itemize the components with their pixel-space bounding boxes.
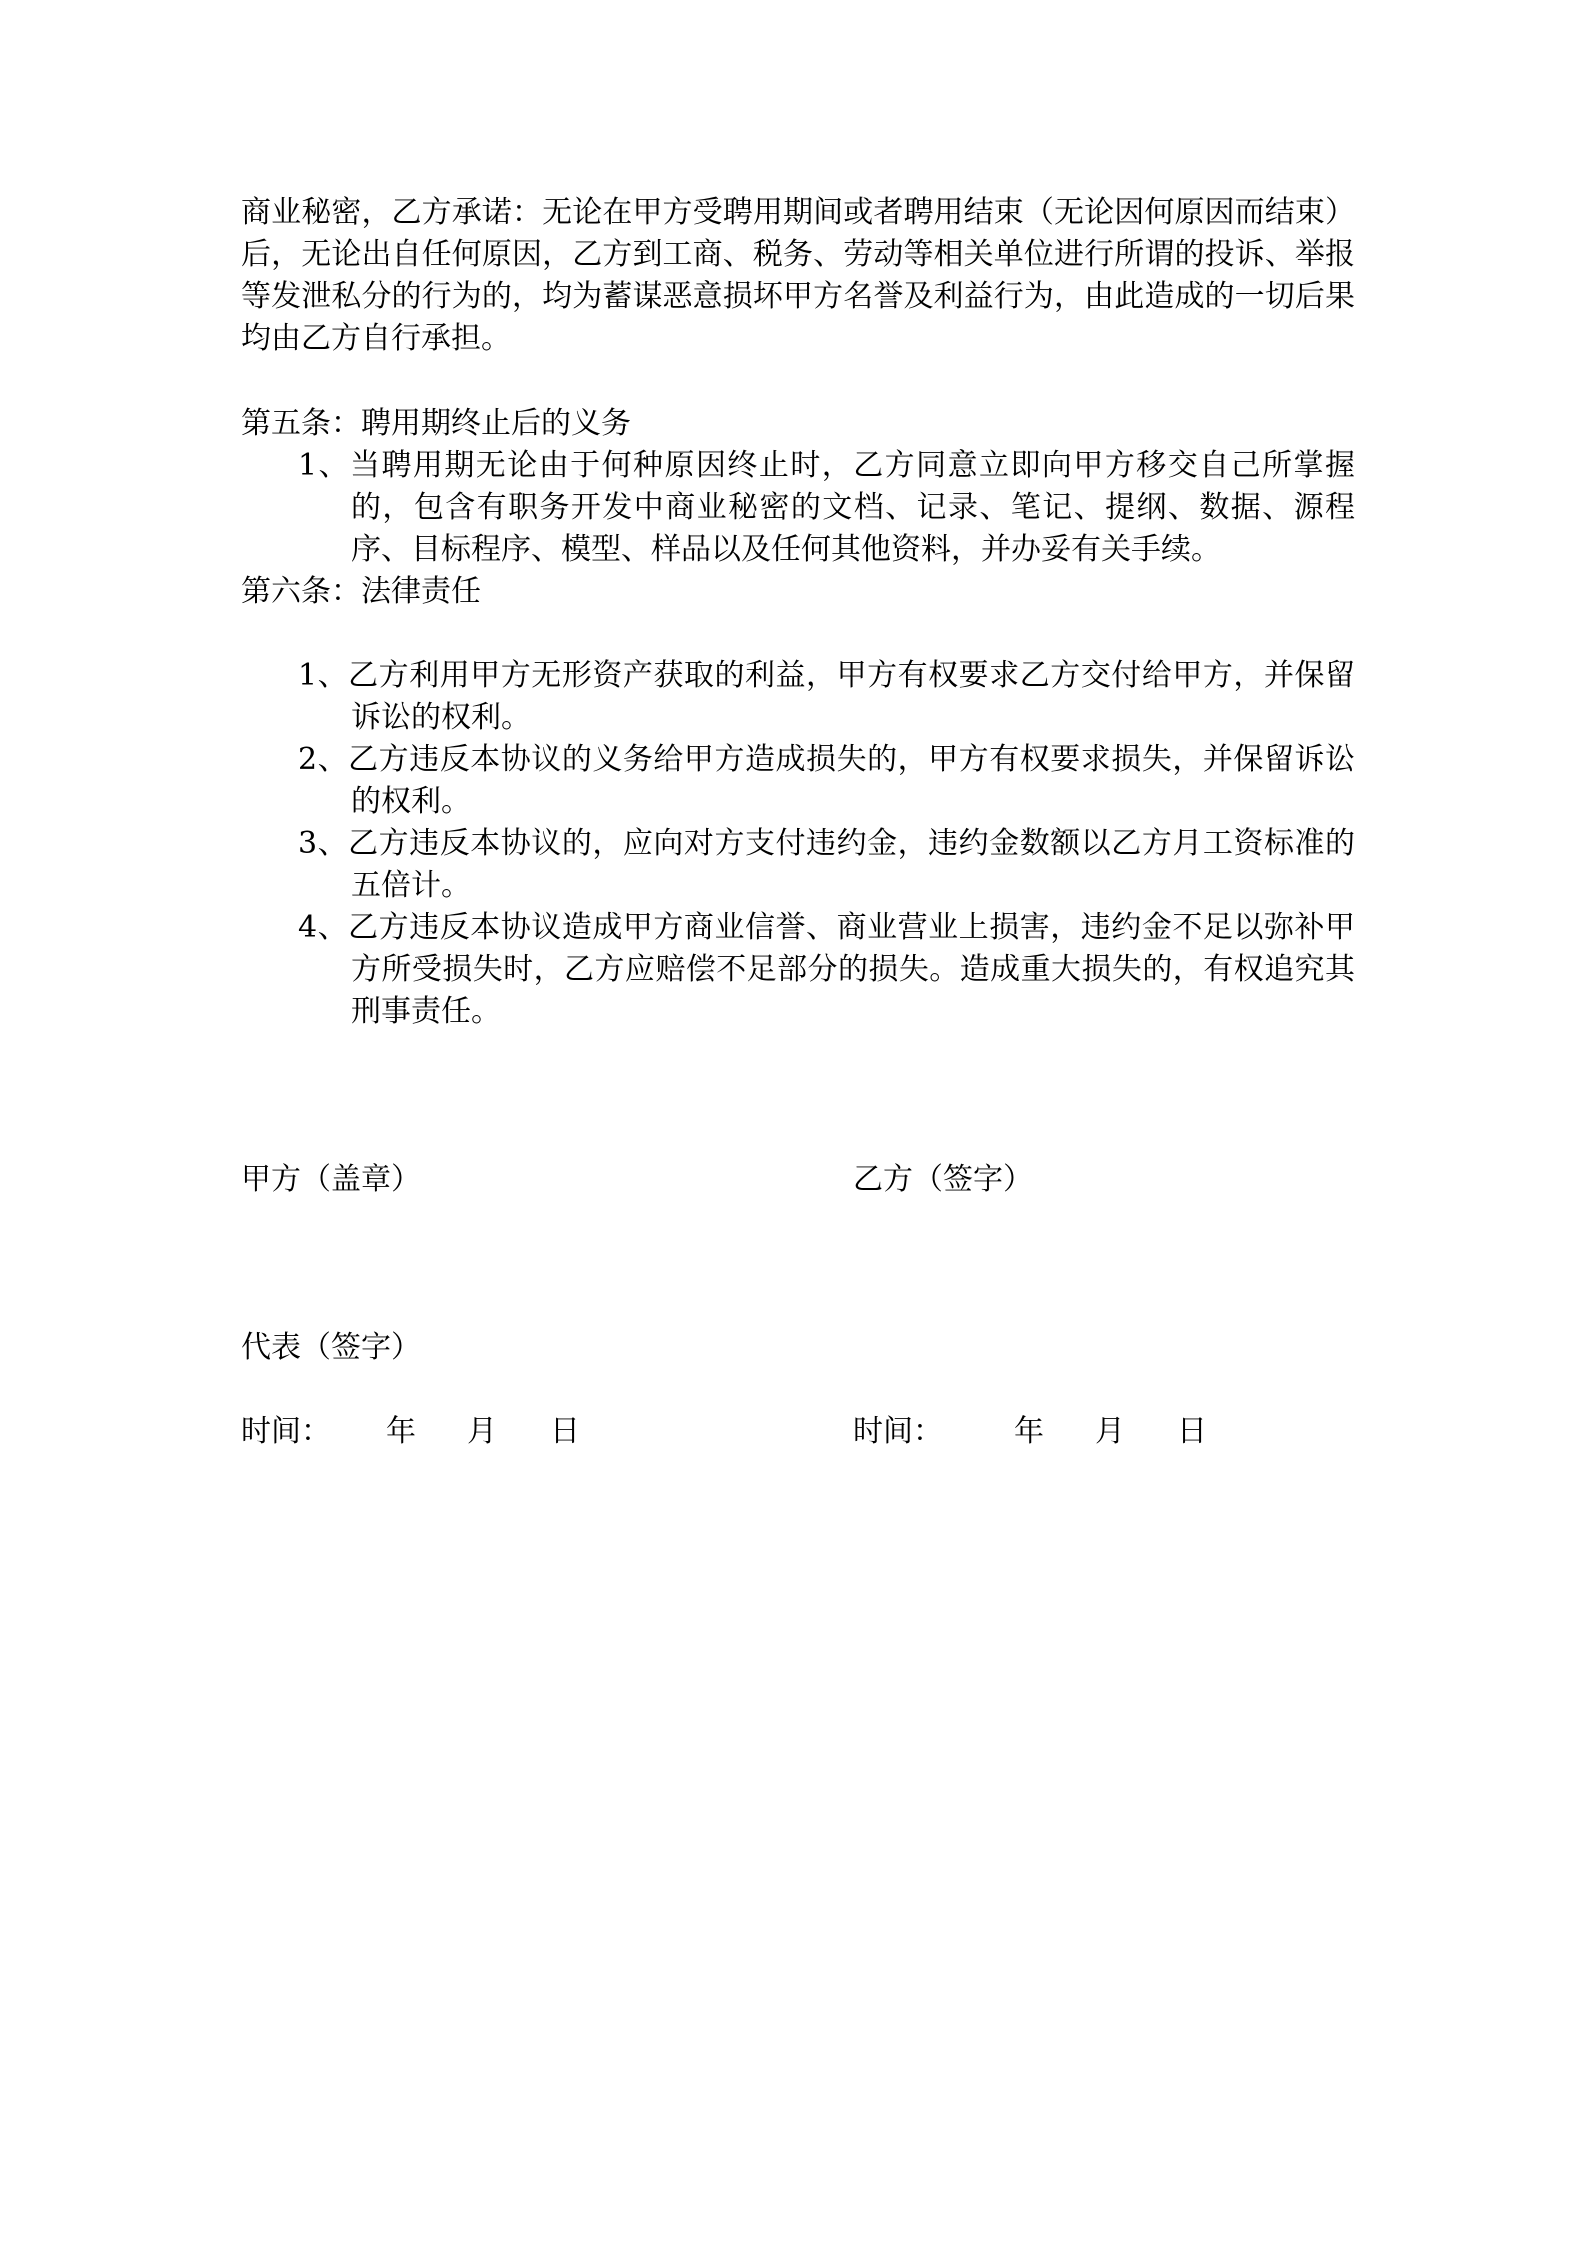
article6-item-1: 1、乙方利用甲方无形资产获取的利益，甲方有权要求乙方交付给甲方，并保留诉讼的权利。: [298, 658, 1355, 735]
party-a-date-year: 年: [386, 1414, 416, 1449]
party-b-date-label: 时间：: [853, 1414, 943, 1449]
intro-paragraph: 商业秘密，乙方承诺：无论在甲方受聘用期间或者聘用结束（无论因何原因而结束）后，无论出自任何原因，乙方到工商、税务、劳动等相关单位进行所谓的投诉、举报等发泄私分的行为的，均为蓄谋恶意损坏甲方名誉及利益行为，由此造成的一切后果均由乙方自行承担。: [241, 195, 1355, 356]
representative-signature-label: 代表（签字）: [241, 1330, 421, 1365]
party-a-seal-label: 甲方（盖章）: [241, 1162, 421, 1197]
party-a-date-day: 日: [550, 1414, 580, 1449]
article5-item-1: 1、当聘用期无论由于何种原因终止时，乙方同意立即向甲方移交自己所掌握的，包含有职务开发中商业秘密的文档、记录、笔记、提纲、数据、源程序、目标程序、模型、样品以及任何其他资料，并办妥有关手续。: [298, 448, 1355, 567]
party-a-date-month: 月: [467, 1414, 497, 1449]
party-b-date-month: 月: [1095, 1414, 1125, 1449]
party-b-date-day: 日: [1177, 1414, 1207, 1449]
party-a-date-label: 时间：: [241, 1414, 331, 1449]
article6-item-3: 3、乙方违反本协议的，应向对方支付违约金，违约金数额以乙方月工资标准的五倍计。: [298, 826, 1355, 903]
article6-title: 第六条：法律责任: [241, 574, 481, 609]
party-b-signature-label: 乙方（签字）: [853, 1162, 1033, 1197]
article5-title: 第五条：聘用期终止后的义务: [241, 406, 631, 441]
party-b-date-year: 年: [1014, 1414, 1044, 1449]
article6-item-4: 4、乙方违反本协议造成甲方商业信誉、商业营业上损害，违约金不足以弥补甲方所受损失时，乙方应赔偿不足部分的损失。造成重大损失的，有权追究其刑事责任。: [298, 910, 1355, 1029]
article6-item-2: 2、乙方违反本协议的义务给甲方造成损失的，甲方有权要求损失，并保留诉讼的权利。: [298, 742, 1355, 819]
